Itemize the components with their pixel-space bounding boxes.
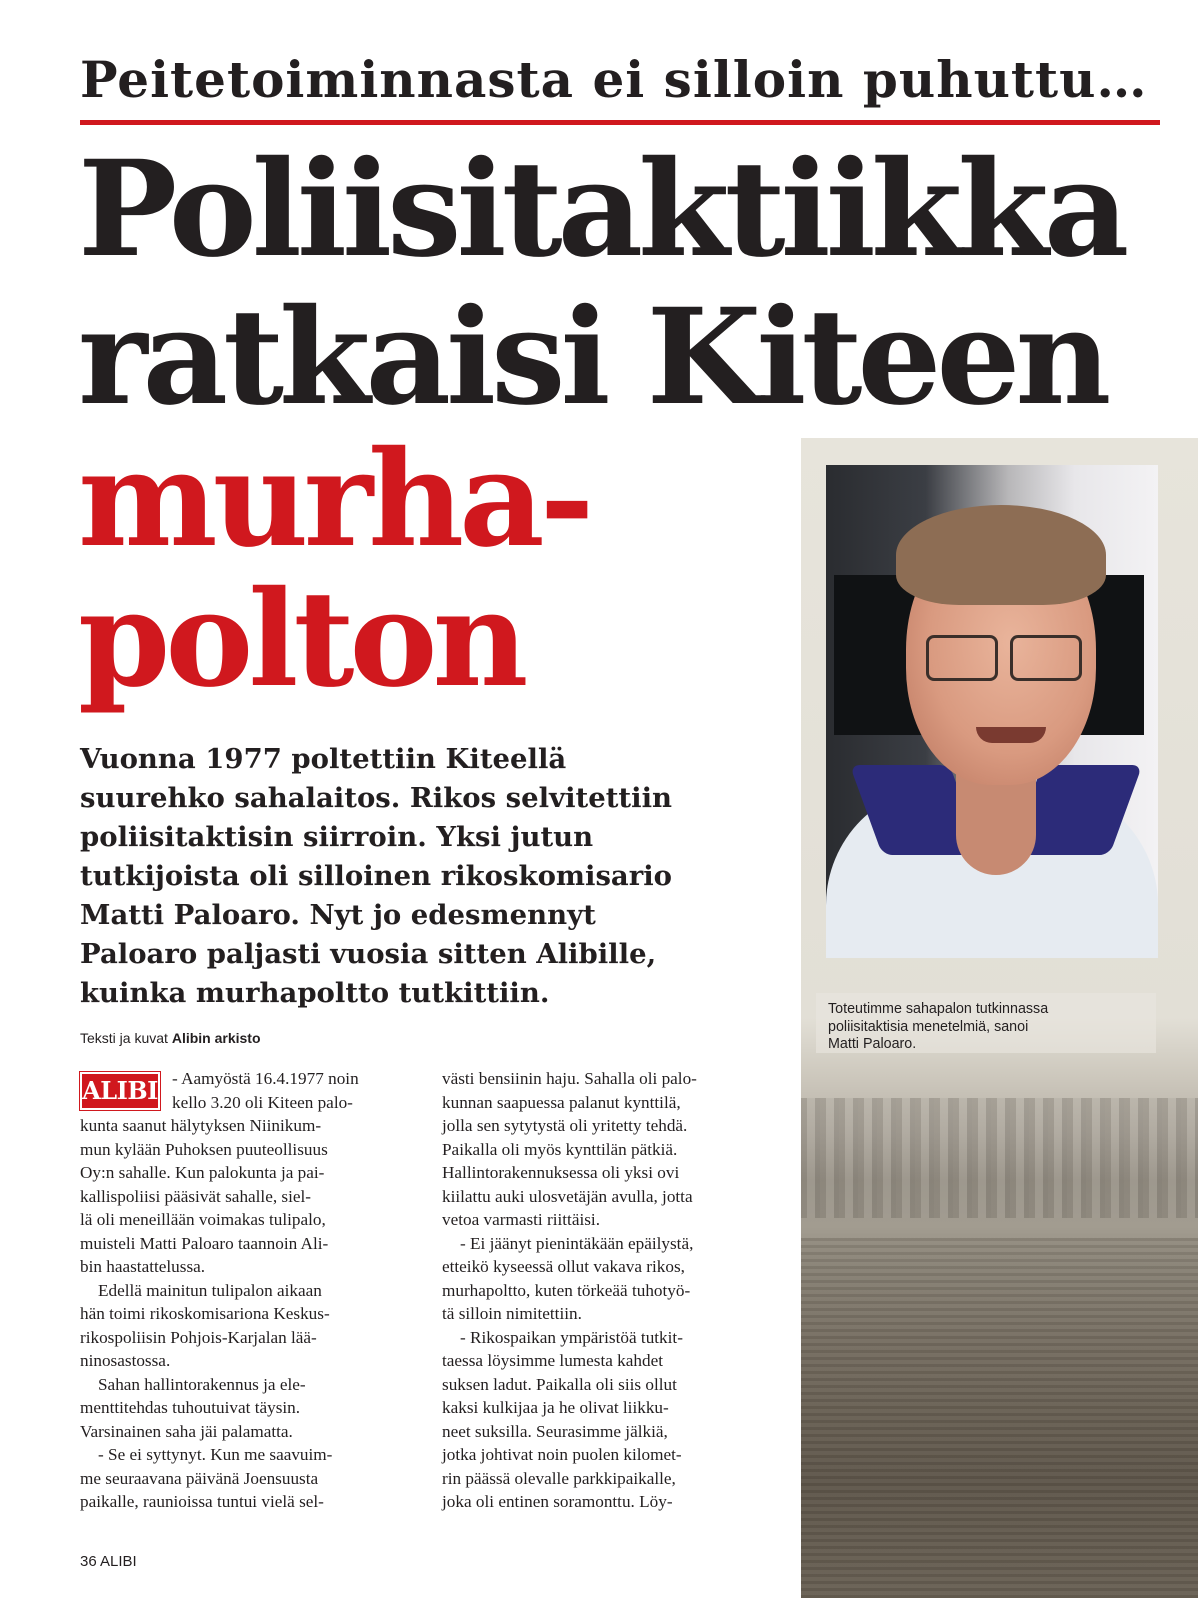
lead-line: Vuonna 1977 poltettiin Kiteellä bbox=[80, 743, 567, 775]
glasses-icon bbox=[926, 635, 1086, 681]
body-text-line: - Rikospaikan ympäristöä tutkit- bbox=[460, 1327, 683, 1347]
body-text-line: - Ei jäänyt pienintäkään epäilystä, bbox=[460, 1233, 694, 1253]
lead-line: kuinka murhapoltto tutkittiin. bbox=[80, 977, 550, 1009]
page-number: 36 ALIBI bbox=[80, 1553, 137, 1570]
body-text-line: Oy:n sahalle. Kun palokunta ja pai- bbox=[80, 1163, 325, 1182]
lead-paragraph bbox=[80, 740, 780, 1013]
lead-line: tutkijoista oli silloinen rikoskomisario bbox=[80, 860, 673, 892]
body-text-line: rin päässä olevalle parkkipaikalle, bbox=[442, 1468, 676, 1488]
photo-building bbox=[801, 1238, 1198, 1598]
byline-source: Alibin arkisto bbox=[171, 1030, 261, 1046]
lead-line: Matti Paloaro. Nyt jo edesmennyt bbox=[80, 899, 596, 931]
body-text-line: Varsinainen saha jäi palamatta. bbox=[80, 1421, 293, 1441]
headline-line-2: ratkaisi Kiteen bbox=[78, 280, 1107, 435]
body-text-line: kunnan saapuessa palanut kynttilä, bbox=[442, 1092, 681, 1112]
body-text-line: bin haastattelussa. bbox=[80, 1257, 206, 1276]
body-text-line: tä silloin nimitettiin. bbox=[442, 1304, 582, 1323]
body-column-2 bbox=[442, 1067, 764, 1514]
byline bbox=[80, 1030, 261, 1046]
body-text-line: taessa löysimme lumesta kahdet bbox=[442, 1351, 663, 1370]
body-text-line: vetoa varmasti riittäisi. bbox=[442, 1210, 600, 1229]
body-text-line: västi bensiinin haju. Sahalla oli palo- bbox=[442, 1069, 697, 1088]
body-text-line: suksen ladut. Paikalla oli siis ollut bbox=[442, 1374, 677, 1394]
body-text-line: Paikalla oli myös kynttilän pätkiä. bbox=[442, 1139, 678, 1159]
photo-treeline bbox=[801, 1098, 1198, 1218]
body-text-line: kello 3.20 oli Kiteen palo- bbox=[172, 1092, 353, 1112]
body-text-line: rikospoliisin Pohjois-Karjalan lää- bbox=[80, 1327, 317, 1347]
body-text-line: mun kylään Puhoksen puuteollisuus bbox=[80, 1139, 328, 1159]
body-text-line: joka oli entinen soramonttu. Löy- bbox=[442, 1492, 673, 1511]
lead-line: Paloaro paljasti vuosia sitten Alibille, bbox=[80, 938, 657, 970]
photo-caption bbox=[828, 1001, 1148, 1054]
body-text-line: murhapoltto, kuten törkeää tuhotyö- bbox=[442, 1280, 691, 1300]
body-column-1 bbox=[80, 1067, 402, 1514]
body-text-line: hän toimi rikoskomisariona Keskus- bbox=[80, 1304, 330, 1323]
body-text-line: etteikö kyseessä ollut vakava rikos, bbox=[442, 1257, 685, 1276]
body-text-line: kaksi kulkijaa ja he olivat liikku- bbox=[442, 1398, 669, 1417]
body-text-line: kallispoliisi pääsivät sahalle, siel- bbox=[80, 1186, 312, 1206]
caption-line: Toteutimme sahapalon tutkinnassa bbox=[828, 1001, 1049, 1017]
headline-line-1: Poliisitaktiikka bbox=[78, 132, 1125, 287]
headline-line-3: murha- bbox=[78, 422, 590, 577]
body-text-line: lä oli meneillään voimakas tulipalo, bbox=[80, 1210, 326, 1229]
body-text-line: - Aamyöstä 16.4.1977 noin bbox=[172, 1069, 359, 1088]
alibi-logo: ALIBI bbox=[80, 1072, 160, 1110]
body-text-line: Edellä mainitun tulipalon aikaan bbox=[98, 1280, 322, 1300]
lead-line: suurehko sahalaitos. Rikos selvitettiin bbox=[80, 782, 673, 814]
body-text-line: paikalle, raunioissa tuntui vielä sel- bbox=[80, 1492, 324, 1511]
lead-line: poliisitaktisin siirroin. Yksi jutun bbox=[80, 821, 594, 853]
body-text-line: muisteli Matti Paloaro taannoin Ali- bbox=[80, 1233, 329, 1253]
body-text-line: Sahan hallintorakennus ja ele- bbox=[98, 1374, 306, 1394]
body-text-line: jolla sen sytytystä oli yritetty tehdä. bbox=[442, 1116, 688, 1135]
body-text-line: neet suksilla. Seurasimme jälkiä, bbox=[442, 1421, 668, 1441]
body-text-line: jotka johtivat noin puolen kilomet- bbox=[442, 1445, 682, 1464]
caption-line: poliisitaktisia menetelmiä, sanoi bbox=[828, 1018, 1029, 1035]
byline-label: Teksti ja kuvat bbox=[80, 1030, 168, 1046]
red-rule bbox=[80, 120, 1160, 125]
body-text-line: ninosastossa. bbox=[80, 1351, 171, 1370]
body-text-line: kiilattu auki ulosvetäjän avulla, jotta bbox=[442, 1186, 693, 1206]
body-text-line: me seuraavana päivänä Joensuusta bbox=[80, 1468, 319, 1488]
body-text-line: kunta saanut hälytyksen Niinikum- bbox=[80, 1116, 322, 1135]
headline-line-4: polton bbox=[78, 562, 524, 717]
portrait-photo bbox=[826, 465, 1158, 958]
caption-line: Matti Paloaro. bbox=[828, 1036, 917, 1052]
body-text-line: - Se ei syttynyt. Kun me saavuim- bbox=[98, 1445, 333, 1464]
body-text-line: menttitehdas tuhoutuivat täysin. bbox=[80, 1398, 301, 1417]
kicker: Peitetoiminnasta ei silloin puhuttu… bbox=[80, 50, 1148, 109]
body-text-line: Hallintorakennuksessa oli yksi ovi bbox=[442, 1163, 680, 1182]
